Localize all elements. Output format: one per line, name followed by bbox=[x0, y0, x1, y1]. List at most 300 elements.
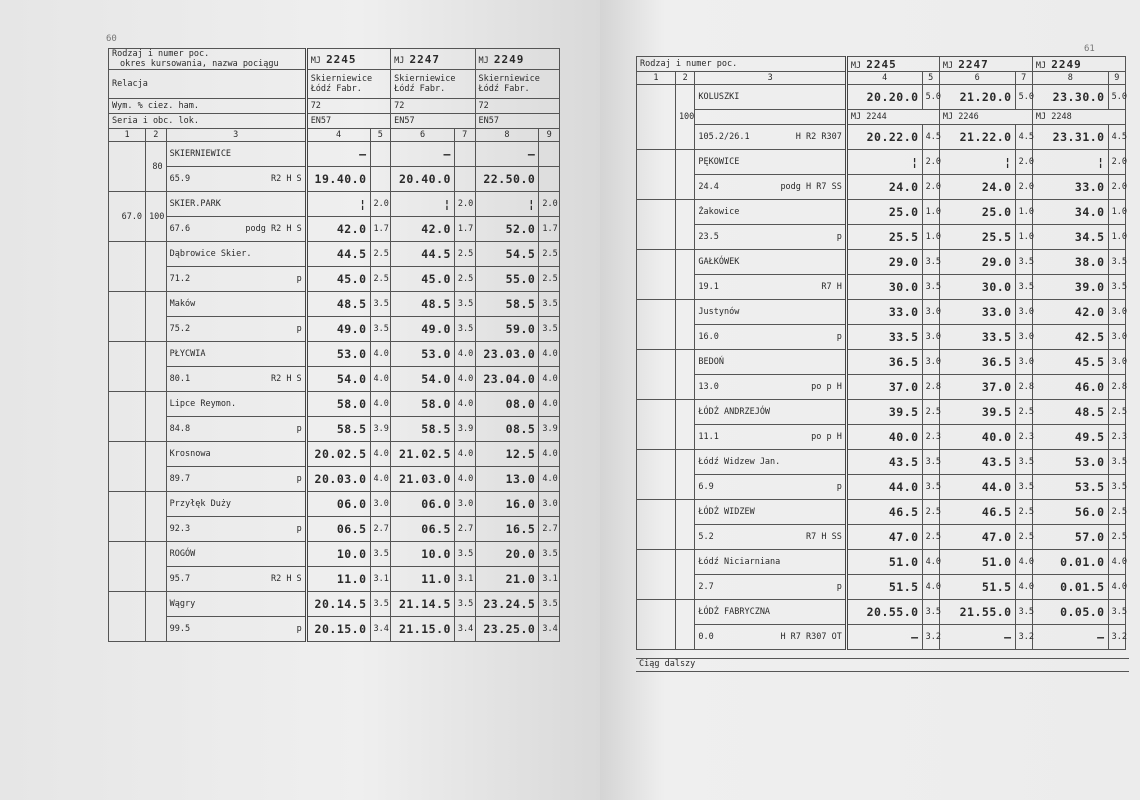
station-km bbox=[695, 625, 846, 650]
run-time: 3.5 bbox=[454, 542, 475, 567]
train-number: 2247 bbox=[958, 57, 989, 71]
table-row bbox=[637, 550, 1126, 575]
arrival-time: 51.0 bbox=[846, 550, 922, 575]
arrival-time: 16.0 bbox=[475, 492, 539, 517]
departure-time: 42.0 bbox=[306, 217, 370, 242]
run-time: 3.5 bbox=[370, 317, 391, 342]
arrival-time: 44.5 bbox=[306, 242, 370, 267]
arrival-time: 43.5 bbox=[939, 450, 1015, 475]
arrival-time: 0.05.0 bbox=[1032, 600, 1108, 625]
table-row bbox=[109, 242, 560, 267]
speed-col bbox=[675, 400, 694, 450]
speed-col bbox=[675, 600, 694, 650]
speed-col bbox=[146, 492, 167, 542]
km-col1 bbox=[109, 542, 146, 592]
relation-to: Łódź Fabr. bbox=[310, 84, 362, 94]
train-number: 2249 bbox=[1051, 57, 1082, 71]
station-name: GAŁKÓWEK bbox=[695, 250, 846, 275]
speed-col: 80 bbox=[146, 142, 167, 192]
column-number: 2 bbox=[675, 72, 694, 85]
arrival-time: ¦ bbox=[306, 192, 370, 217]
departure-time: 45.0 bbox=[306, 267, 370, 292]
km-value: 0.0 bbox=[698, 632, 714, 642]
station-note: R7 H SS bbox=[806, 532, 842, 542]
run-time: 3.5 bbox=[454, 292, 475, 317]
station-note: po p H bbox=[811, 382, 842, 392]
table-row bbox=[637, 325, 1126, 350]
arrival-time: 38.0 bbox=[1032, 250, 1108, 275]
header-label bbox=[109, 49, 307, 70]
run-time: 3.0 bbox=[1015, 300, 1032, 325]
table-row bbox=[637, 475, 1126, 500]
table-row bbox=[109, 142, 560, 167]
departure-time: 30.0 bbox=[846, 275, 922, 300]
run-time: 3.5 bbox=[1108, 250, 1125, 275]
km-col1: 67.0 bbox=[109, 192, 146, 242]
speed-col bbox=[675, 500, 694, 550]
train-number-cell bbox=[475, 49, 560, 70]
run-time bbox=[539, 142, 560, 167]
kind-label: Rodzaj i numer poc. bbox=[112, 49, 210, 59]
run-time: 3.0 bbox=[922, 300, 939, 325]
table-row bbox=[637, 575, 1126, 600]
table-row bbox=[637, 425, 1126, 450]
run-time: 2.3 bbox=[1015, 425, 1032, 450]
departure-time: 49.0 bbox=[391, 317, 455, 342]
km-col1 bbox=[109, 442, 146, 492]
departure-time: 44.0 bbox=[846, 475, 922, 500]
arrival-time: 36.5 bbox=[939, 350, 1015, 375]
table-row bbox=[109, 49, 560, 70]
run-time bbox=[454, 142, 475, 167]
run-time: 2.5 bbox=[539, 242, 560, 267]
table-row bbox=[637, 300, 1126, 325]
km-col1 bbox=[637, 150, 676, 200]
departure-time: 58.5 bbox=[391, 417, 455, 442]
table-row bbox=[637, 525, 1126, 550]
station-name: Przyłęk Duży bbox=[166, 492, 306, 517]
run-time: 2.8 bbox=[1015, 375, 1032, 400]
run-time: 2.5 bbox=[922, 500, 939, 525]
run-time: 3.5 bbox=[1015, 450, 1032, 475]
station-note: R2 H S bbox=[270, 374, 302, 384]
run-time: 2.0 bbox=[922, 150, 939, 175]
departure-time: — bbox=[939, 625, 1015, 650]
table-row bbox=[109, 192, 560, 217]
arrival-time: ¦ bbox=[939, 150, 1015, 175]
departure-time: 54.0 bbox=[391, 367, 455, 392]
departure-time: 34.5 bbox=[1032, 225, 1108, 250]
departure-time: 19.40.0 bbox=[306, 167, 370, 192]
arrival-time: ¦ bbox=[475, 192, 539, 217]
arrival-time: 34.0 bbox=[1032, 200, 1108, 225]
run-time: 4.0 bbox=[539, 392, 560, 417]
table-row bbox=[109, 517, 560, 542]
run-time: 2.0 bbox=[454, 192, 475, 217]
departure-time: 54.0 bbox=[306, 367, 370, 392]
station-note: podg H R7 SS bbox=[780, 182, 842, 192]
run-time: 4.0 bbox=[454, 467, 475, 492]
relation-to: Łódź Fabr. bbox=[394, 84, 446, 94]
station-note: p bbox=[296, 274, 302, 284]
arrival-time: — bbox=[391, 142, 455, 167]
run-time: 3.0 bbox=[454, 492, 475, 517]
departure-time: 23.04.0 bbox=[475, 367, 539, 392]
run-time: 3.5 bbox=[1015, 600, 1032, 625]
station-note: po p H bbox=[811, 432, 842, 442]
table-row bbox=[109, 267, 560, 292]
table-row bbox=[637, 625, 1126, 650]
arrival-time: 53.0 bbox=[1032, 450, 1108, 475]
run-time: 2.0 bbox=[539, 192, 560, 217]
arrival-time: 45.5 bbox=[1032, 350, 1108, 375]
departure-time: 20.15.0 bbox=[306, 617, 370, 642]
run-time: 3.5 bbox=[539, 592, 560, 617]
arrival-time: 21.55.0 bbox=[939, 600, 1015, 625]
arrival-time: 10.0 bbox=[306, 542, 370, 567]
departure-time: 21.22.0 bbox=[939, 125, 1015, 150]
km-col1 bbox=[109, 592, 146, 642]
loco-value: EN57 bbox=[391, 114, 475, 129]
train-type: MJ bbox=[850, 60, 862, 71]
table-row bbox=[109, 467, 560, 492]
table-row bbox=[637, 200, 1126, 225]
run-time: 3.4 bbox=[539, 617, 560, 642]
arrival-time: 20.02.5 bbox=[306, 442, 370, 467]
relation-cell bbox=[306, 70, 390, 99]
train-number: 2247 bbox=[409, 52, 440, 66]
run-time: 3.0 bbox=[1108, 300, 1125, 325]
station-note: p bbox=[836, 582, 842, 592]
run-time: 2.5 bbox=[922, 525, 939, 550]
speed-col bbox=[675, 550, 694, 600]
column-number: 4 bbox=[846, 72, 922, 85]
arrival-time: 36.5 bbox=[846, 350, 922, 375]
arrival-time: 06.0 bbox=[306, 492, 370, 517]
connecting-train: MJ 2248 bbox=[1032, 110, 1125, 125]
km-col1 bbox=[637, 250, 676, 300]
departure-time: 42.5 bbox=[1032, 325, 1108, 350]
run-time: 4.5 bbox=[1015, 125, 1032, 150]
departure-time: 49.0 bbox=[306, 317, 370, 342]
arrival-time: 08.0 bbox=[475, 392, 539, 417]
column-number: 3 bbox=[166, 129, 306, 142]
column-number: 4 bbox=[306, 129, 370, 142]
station-name: Wągry bbox=[166, 592, 306, 617]
run-time: 3.0 bbox=[1108, 350, 1125, 375]
run-time: 2.5 bbox=[922, 400, 939, 425]
train-type: MJ bbox=[1035, 60, 1047, 71]
departure-time: 0.01.5 bbox=[1032, 575, 1108, 600]
speed-col bbox=[675, 150, 694, 200]
run-time: 3.4 bbox=[370, 617, 391, 642]
column-number: 2 bbox=[146, 129, 167, 142]
run-time: 4.0 bbox=[922, 550, 939, 575]
run-time: 2.0 bbox=[922, 175, 939, 200]
table-row bbox=[637, 125, 1126, 150]
station-km bbox=[695, 475, 846, 500]
speed-col bbox=[675, 450, 694, 500]
table-row bbox=[637, 110, 1126, 125]
arrival-time: 58.0 bbox=[391, 392, 455, 417]
column-number: 8 bbox=[475, 129, 539, 142]
run-time: 3.0 bbox=[1108, 325, 1125, 350]
station-note: p bbox=[296, 524, 302, 534]
table-row bbox=[637, 350, 1126, 375]
speed-col bbox=[675, 300, 694, 350]
station-name: KOLUSZKI bbox=[695, 85, 846, 110]
arrival-time: 58.0 bbox=[306, 392, 370, 417]
station-note: podg R2 H S bbox=[245, 224, 302, 234]
arrival-time: 10.0 bbox=[391, 542, 455, 567]
km-value: 19.1 bbox=[698, 282, 719, 292]
departure-time: 24.0 bbox=[939, 175, 1015, 200]
km-value: 80.1 bbox=[169, 374, 191, 384]
column-number: 8 bbox=[1032, 72, 1108, 85]
arrival-time: 20.0 bbox=[475, 542, 539, 567]
station-name: ŁÓDŹ WIDZEW bbox=[695, 500, 846, 525]
station-note: H R7 R307 OT bbox=[780, 632, 842, 642]
departure-time: — bbox=[846, 625, 922, 650]
relation-cell bbox=[475, 70, 560, 99]
run-time: 3.0 bbox=[922, 350, 939, 375]
relation-cell bbox=[391, 70, 475, 99]
station-name: ŁÓDŹ ANDRZEJÓW bbox=[695, 400, 846, 425]
run-time: 2.0 bbox=[1108, 150, 1125, 175]
station-name: Łódź Widzew Jan. bbox=[695, 450, 846, 475]
departure-time: 06.5 bbox=[391, 517, 455, 542]
table-row bbox=[109, 99, 560, 114]
run-time: 2.7 bbox=[370, 517, 391, 542]
run-time: 3.5 bbox=[1015, 275, 1032, 300]
column-number: 7 bbox=[1015, 72, 1032, 85]
arrival-time: 20.14.5 bbox=[306, 592, 370, 617]
run-time: 4.0 bbox=[539, 342, 560, 367]
km-value: 23.5 bbox=[698, 232, 719, 242]
table-row bbox=[109, 129, 560, 142]
departure-time: 57.0 bbox=[1032, 525, 1108, 550]
arrival-time: 23.24.5 bbox=[475, 592, 539, 617]
arrival-time: 25.0 bbox=[939, 200, 1015, 225]
station-note: p bbox=[296, 424, 302, 434]
run-time: 2.8 bbox=[922, 375, 939, 400]
table-row bbox=[637, 85, 1126, 110]
station-km bbox=[166, 467, 306, 492]
station-km bbox=[166, 617, 306, 642]
departure-time: 33.5 bbox=[939, 325, 1015, 350]
km-col1 bbox=[109, 142, 146, 192]
train-number: 2245 bbox=[326, 52, 357, 66]
arrival-time: 29.0 bbox=[939, 250, 1015, 275]
station-km bbox=[695, 375, 846, 400]
station-km bbox=[695, 425, 846, 450]
run-time: 2.3 bbox=[922, 425, 939, 450]
speed-col bbox=[146, 592, 167, 642]
table-row bbox=[109, 167, 560, 192]
run-time: 3.5 bbox=[370, 292, 391, 317]
run-time: 1.0 bbox=[922, 225, 939, 250]
timetable-right bbox=[636, 56, 1126, 650]
arrival-time: 23.30.0 bbox=[1032, 85, 1108, 110]
run-time bbox=[539, 167, 560, 192]
station-name: PŁYCWIA bbox=[166, 342, 306, 367]
run-time: 4.0 bbox=[370, 367, 391, 392]
run-time: 2.5 bbox=[1015, 525, 1032, 550]
departure-time: 21.0 bbox=[475, 567, 539, 592]
arrival-time: ¦ bbox=[846, 150, 922, 175]
train-number-cell bbox=[939, 57, 1032, 72]
arrival-time: 48.5 bbox=[1032, 400, 1108, 425]
arrival-time: 46.5 bbox=[846, 500, 922, 525]
run-time: 3.5 bbox=[454, 592, 475, 617]
run-time: 4.0 bbox=[1015, 575, 1032, 600]
table-row bbox=[637, 225, 1126, 250]
table-row bbox=[109, 492, 560, 517]
station-note: p bbox=[836, 332, 842, 342]
run-time: 3.5 bbox=[539, 292, 560, 317]
table-row bbox=[109, 567, 560, 592]
table-row bbox=[637, 500, 1126, 525]
run-time: 3.0 bbox=[922, 325, 939, 350]
km-col1 bbox=[637, 550, 676, 600]
run-time: 4.0 bbox=[1108, 550, 1125, 575]
run-time: 1.0 bbox=[922, 200, 939, 225]
station-note: R2 H S bbox=[270, 174, 302, 184]
km-value: 75.2 bbox=[169, 324, 191, 334]
arrival-time: 56.0 bbox=[1032, 500, 1108, 525]
station-km bbox=[166, 567, 306, 592]
run-time: 3.4 bbox=[454, 617, 475, 642]
run-time: 2.5 bbox=[454, 267, 475, 292]
train-number-cell bbox=[391, 49, 475, 70]
km-value: 5.2 bbox=[698, 532, 714, 542]
run-time: 4.0 bbox=[539, 367, 560, 392]
departure-time: 49.5 bbox=[1032, 425, 1108, 450]
run-time: 3.5 bbox=[1015, 475, 1032, 500]
arrival-time: 20.55.0 bbox=[846, 600, 922, 625]
run-time: 4.0 bbox=[370, 392, 391, 417]
station-note: R2 H S bbox=[270, 574, 302, 584]
table-row bbox=[637, 57, 1126, 72]
run-time: 3.1 bbox=[539, 567, 560, 592]
station-km bbox=[166, 317, 306, 342]
departure-time: 40.0 bbox=[939, 425, 1015, 450]
run-time: 2.5 bbox=[1108, 500, 1125, 525]
departure-time: 55.0 bbox=[475, 267, 539, 292]
station-name: Justynów bbox=[695, 300, 846, 325]
speed-col bbox=[146, 442, 167, 492]
table-row bbox=[109, 317, 560, 342]
km-value: 71.2 bbox=[169, 274, 191, 284]
km-col1 bbox=[109, 492, 146, 542]
arrival-time: 21.20.0 bbox=[939, 85, 1015, 110]
station-km bbox=[166, 417, 306, 442]
run-time: 2.7 bbox=[454, 517, 475, 542]
km-value: 67.6 bbox=[169, 224, 191, 234]
run-time: 4.0 bbox=[370, 467, 391, 492]
departure-time: 37.0 bbox=[846, 375, 922, 400]
run-time: 4.0 bbox=[454, 442, 475, 467]
km-col1 bbox=[637, 200, 676, 250]
run-time: 3.5 bbox=[370, 542, 391, 567]
departure-time: 11.0 bbox=[306, 567, 370, 592]
arrival-time: 58.5 bbox=[475, 292, 539, 317]
column-number: 1 bbox=[637, 72, 676, 85]
station-km bbox=[695, 225, 846, 250]
run-time: 3.5 bbox=[1108, 475, 1125, 500]
km-col1 bbox=[637, 600, 676, 650]
run-time: 2.5 bbox=[1015, 500, 1032, 525]
km-value: 84.8 bbox=[169, 424, 191, 434]
departure-time: 21.03.0 bbox=[391, 467, 455, 492]
run-time: 3.5 bbox=[1015, 250, 1032, 275]
table-row bbox=[109, 592, 560, 617]
arrival-time: — bbox=[306, 142, 370, 167]
departure-time: 30.0 bbox=[939, 275, 1015, 300]
km-value: 89.7 bbox=[169, 474, 191, 484]
table-row bbox=[109, 442, 560, 467]
table-row bbox=[637, 275, 1126, 300]
relation-label: Relacja bbox=[109, 70, 307, 99]
run-time: 4.0 bbox=[922, 575, 939, 600]
run-time: 3.1 bbox=[370, 567, 391, 592]
station-name: PĘKOWICE bbox=[695, 150, 846, 175]
loco-value: EN57 bbox=[475, 114, 560, 129]
run-time: 5.0 bbox=[1015, 85, 1032, 110]
arrival-time: 29.0 bbox=[846, 250, 922, 275]
table-row bbox=[109, 217, 560, 242]
departure-time: 06.5 bbox=[306, 517, 370, 542]
table-row bbox=[109, 342, 560, 367]
departure-time: 58.5 bbox=[306, 417, 370, 442]
table-row bbox=[109, 367, 560, 392]
run-time: 3.5 bbox=[1108, 275, 1125, 300]
run-time: 2.0 bbox=[370, 192, 391, 217]
station-km bbox=[695, 525, 846, 550]
arrival-time: 53.0 bbox=[306, 342, 370, 367]
departure-time: 22.50.0 bbox=[475, 167, 539, 192]
run-time: 5.0 bbox=[1108, 85, 1125, 110]
speed-col: 100 bbox=[146, 192, 167, 242]
km-col1 bbox=[637, 450, 676, 500]
run-time: 3.5 bbox=[922, 250, 939, 275]
relation-to: Łódź Fabr. bbox=[478, 84, 530, 94]
departure-time: 13.0 bbox=[475, 467, 539, 492]
run-time: 4.0 bbox=[539, 467, 560, 492]
arrival-time: 39.5 bbox=[939, 400, 1015, 425]
departure-time: 25.5 bbox=[846, 225, 922, 250]
run-time: 3.5 bbox=[1108, 600, 1125, 625]
station-name: Krosnowa bbox=[166, 442, 306, 467]
km-value: 11.1 bbox=[698, 432, 719, 442]
arrival-time: 21.02.5 bbox=[391, 442, 455, 467]
station-name: Dąbrowice Skier. bbox=[166, 242, 306, 267]
run-time: 3.5 bbox=[922, 275, 939, 300]
arrival-time: 48.5 bbox=[391, 292, 455, 317]
run-time: 3.2 bbox=[1108, 625, 1125, 650]
km-value: 92.3 bbox=[169, 524, 191, 534]
arrival-time: 25.0 bbox=[846, 200, 922, 225]
km-col1 bbox=[109, 292, 146, 342]
table-row bbox=[637, 600, 1126, 625]
speed-col: 100 bbox=[675, 85, 694, 150]
column-number: 7 bbox=[454, 129, 475, 142]
speed-col bbox=[146, 392, 167, 442]
spacer bbox=[695, 110, 846, 125]
station-note: H R2 R307 bbox=[795, 132, 842, 142]
departure-time: 44.0 bbox=[939, 475, 1015, 500]
station-km bbox=[166, 367, 306, 392]
